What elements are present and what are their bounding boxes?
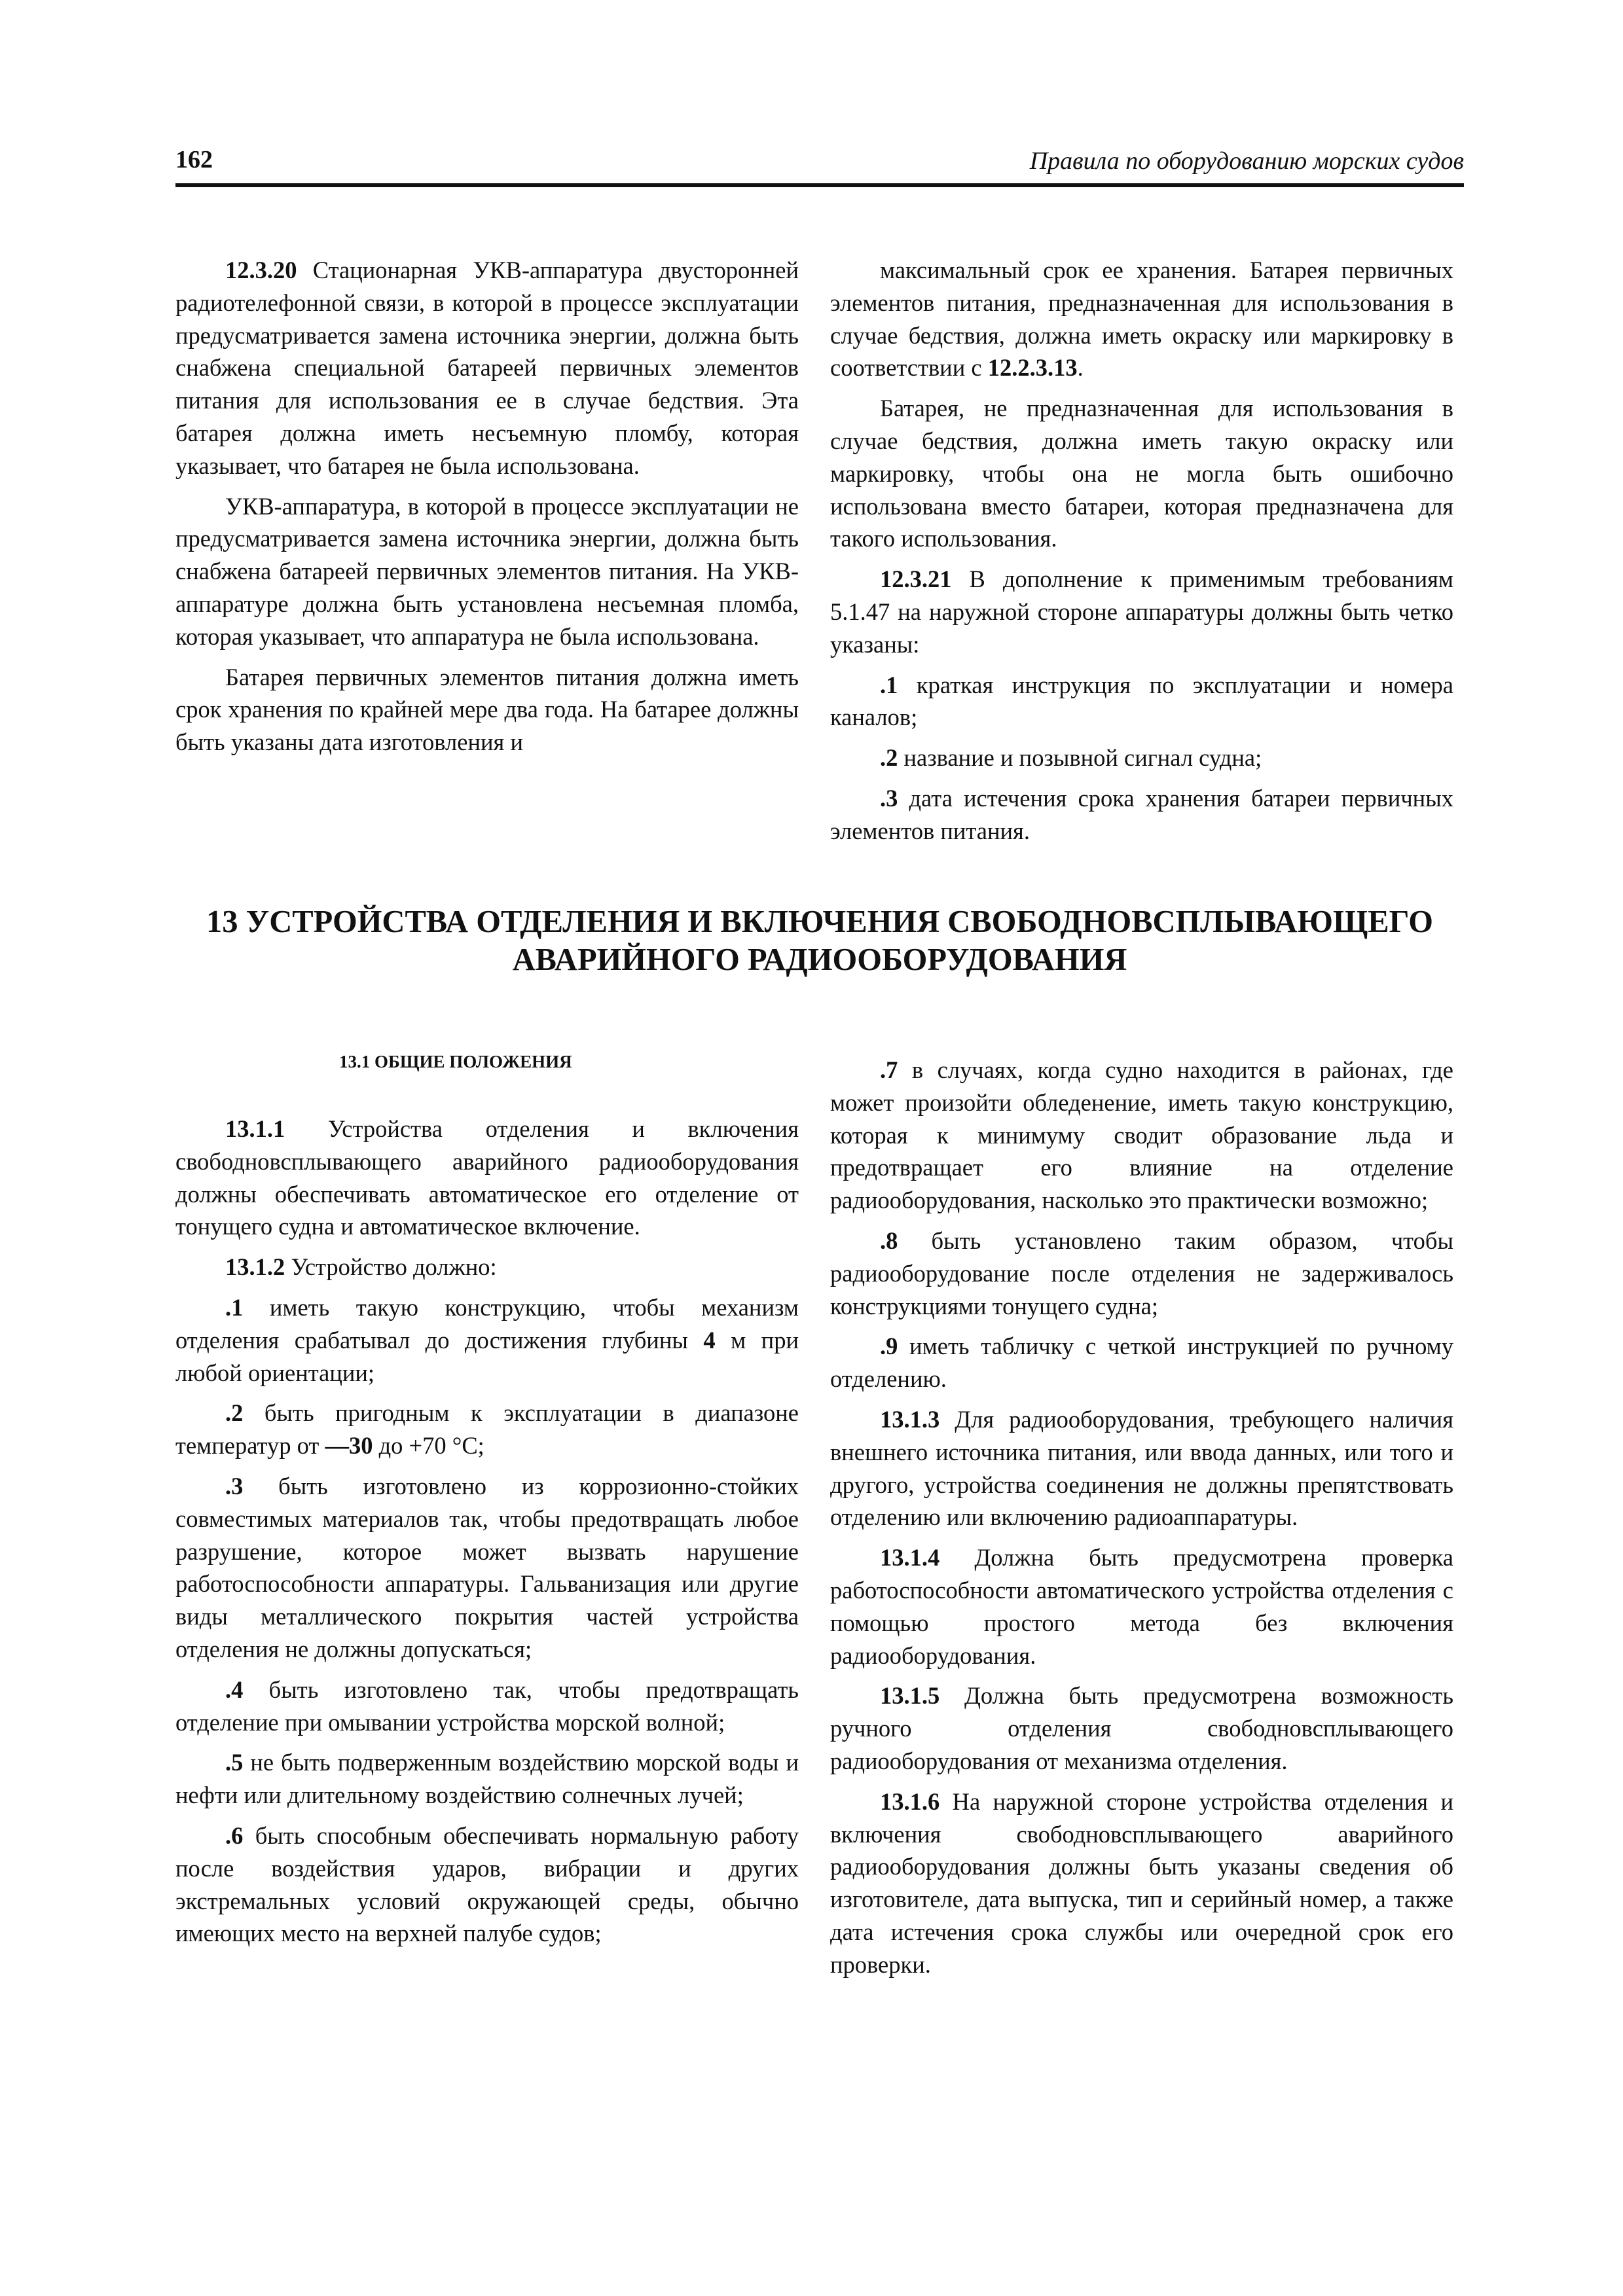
section-heading bbox=[175, 903, 1464, 979]
clause-number: .5 bbox=[225, 1749, 244, 1776]
top-right-column bbox=[830, 254, 1453, 855]
running-title: Правила по оборудованию морских судов bbox=[1029, 147, 1464, 175]
section-heading-line-2: АВАРИЙНОГО РАДИООБОРУДОВАНИЯ bbox=[512, 942, 1127, 977]
paragraph bbox=[830, 1330, 1453, 1395]
clause-number: .9 bbox=[880, 1333, 898, 1360]
paragraph bbox=[175, 1470, 799, 1666]
paragraph bbox=[830, 1679, 1453, 1777]
clause-number: .6 bbox=[225, 1821, 244, 1849]
clause-number: 13.1.4 bbox=[880, 1544, 940, 1571]
clause-number: .2 bbox=[225, 1399, 244, 1427]
paragraph bbox=[830, 669, 1453, 734]
paragraph bbox=[175, 1251, 799, 1283]
clause-number: .3 bbox=[880, 784, 898, 812]
paragraph bbox=[175, 490, 799, 653]
clause-number: 13.1.6 bbox=[880, 1787, 940, 1815]
bottom-right-column bbox=[830, 1054, 1453, 1989]
paragraph-text: в случаях, когда судно находится в районах, где может произойти обледенение, иметь такую конструкцию, которая к минимуму сводит образование льда и предотвращает его влияние на отделение радиооборудования, насколько это практически возможно; bbox=[830, 1056, 1453, 1214]
paragraph-text: дата истечения срока хранения батареи первичных элементов питания. bbox=[830, 784, 1453, 844]
paragraph-text: Должна быть предусмотрена проверка работоспособности автоматического устройства отделения с помощью простого метода без включения радиооборудования. bbox=[830, 1544, 1453, 1669]
paragraph-text: быть установлено таким образом, чтобы радиооборудование после отделения не задерживалось конструкциями тонущего судна; bbox=[830, 1227, 1453, 1319]
paragraph-text: В дополнение к применимым требованиям 5.1.47 на наружной стороне аппаратуры должны быть четко указаны: bbox=[830, 565, 1453, 658]
clause-number: 13.1.3 bbox=[880, 1405, 940, 1433]
paragraph-text: краткая инструкция по эксплуатации и номера каналов; bbox=[830, 671, 1453, 731]
clause-number: .1 bbox=[880, 671, 898, 698]
clause-number: .1 bbox=[225, 1293, 244, 1321]
paragraph bbox=[830, 1541, 1453, 1672]
paragraph bbox=[830, 1403, 1453, 1534]
paragraph-text: быть пригодным к эксплуатации в диапазоне температур от bbox=[175, 1399, 799, 1460]
clause-number: .2 bbox=[880, 744, 898, 772]
emphasized-value: 12.2.3.13 bbox=[987, 354, 1078, 382]
bottom-left-column bbox=[175, 1113, 799, 1958]
paragraph-text: Батарея первичных элементов питания должна иметь срок хранения по крайней мере два года. На батарее должны быть указаны дата изготовления и bbox=[175, 663, 799, 756]
paragraph bbox=[175, 1674, 799, 1739]
top-left-column bbox=[175, 254, 799, 766]
paragraph-text: На наружной стороне устройства отделения и включения свободновсплывающего аварийного радиооборудования должны быть указаны сведения об изготовителе, дата выпуска, тип и серийный номер, а также дата истечения срока службы или очередной срок его проверки. bbox=[830, 1787, 1453, 1978]
paragraph-text: Батарея, не предназначенная для использования в случае бедствия, должна иметь такую окраску или маркировку, чтобы она не могла быть ошибочно использована вместо батареи, которая предназначена для такого использования. bbox=[830, 395, 1453, 552]
paragraph-text: Устройство должно: bbox=[285, 1253, 497, 1281]
clause-number: .8 bbox=[880, 1227, 898, 1254]
paragraph bbox=[830, 1054, 1453, 1217]
paragraph bbox=[175, 1397, 799, 1462]
paragraph-text: максимальный срок ее хранения. Батарея первичных элементов питания, предназначенная для использования в случае бедствия, должна иметь окраску или маркировку в соответствии с bbox=[830, 257, 1453, 382]
paragraph bbox=[830, 1785, 1453, 1981]
paragraph-text: быть изготовлено так, чтобы предотвращать отделение при омывании устройства морской волной; bbox=[175, 1676, 799, 1736]
emphasized-value: 4 bbox=[703, 1326, 716, 1354]
paragraph-text: Устройства отделения и включения свободновсплывающего аварийного радиооборудования должны обеспечивать автоматическое его отделение от тонущего судна и автоматическое включение. bbox=[175, 1115, 799, 1240]
paragraph bbox=[830, 563, 1453, 660]
paragraph-text-tail: м при любой ориентации; bbox=[175, 1326, 799, 1386]
subsection-heading: 13.1 ОБЩИЕ ПОЛОЖЕНИЯ bbox=[339, 1052, 572, 1071]
paragraph bbox=[175, 1820, 799, 1950]
paragraph-text: Должна быть предусмотрена возможность ручного отделения свободновсплывающего радиооборудования от механизма отделения. bbox=[830, 1682, 1453, 1774]
paragraph bbox=[175, 1291, 799, 1389]
clause-number: .7 bbox=[880, 1056, 898, 1083]
paragraph bbox=[830, 1225, 1453, 1322]
paragraph-text: название и позывной сигнал судна; bbox=[898, 744, 1262, 772]
emphasized-value: —30 bbox=[325, 1432, 373, 1460]
clause-number: 13.1.5 bbox=[880, 1682, 940, 1710]
paragraph-text: Для радиооборудования, требующего наличия внешнего источника питания, или ввода данных, или того и другого, устройства соединения не должны препятствовать отделению или включению радиоаппаратуры. bbox=[830, 1405, 1453, 1531]
paragraph-text: не быть подверженным воздействию морской воды и нефти или длительному воздействию солнечных лучей; bbox=[175, 1749, 799, 1809]
paragraph bbox=[175, 1113, 799, 1243]
paragraph bbox=[830, 392, 1453, 555]
clause-number: 12.3.20 bbox=[225, 257, 297, 283]
clause-number: 13.1.1 bbox=[225, 1115, 285, 1142]
paragraph bbox=[830, 254, 1453, 384]
paragraph bbox=[830, 742, 1453, 774]
paragraph-text-tail: до +70 °C; bbox=[373, 1432, 484, 1460]
page-number: 162 bbox=[175, 146, 213, 173]
paragraph bbox=[830, 782, 1453, 848]
paragraph-text: быть способным обеспечивать нормальную работу после воздействия ударов, вибрации и других экстремальных условий окружающей среды, обычно имеющих место на верхней палубе судов; bbox=[175, 1821, 799, 1947]
page-header bbox=[175, 143, 1464, 187]
paragraph-text: иметь такую конструкцию, чтобы механизм отделения срабатывал до достижения глубины bbox=[175, 1293, 799, 1354]
paragraph-text: УКВ-аппаратура, в которой в процессе эксплуатации не предусматривается замена источника энергии, должна быть снабжена батареей первичных элементов питания. На УКВ-аппаратуре должна быть установлена несъемная пломба, которая указывает, что аппаратура не была использована. bbox=[175, 492, 799, 650]
paragraph bbox=[175, 661, 799, 759]
section-heading-line-1: 13 УСТРОЙСТВА ОТДЕЛЕНИЯ И ВКЛЮЧЕНИЯ СВОБОДНОВСПЛЫВАЮЩЕГО bbox=[206, 905, 1433, 939]
paragraph-text: иметь табличку с четкой инструкцией по ручному отделению. bbox=[830, 1333, 1453, 1393]
clause-number: .4 bbox=[225, 1676, 244, 1703]
paragraph-text: быть изготовлено из коррозионно-стойких совместимых материалов так, чтобы предотвращать любое разрушение, которое может вызвать нарушение работоспособности аппаратуры. Гальванизация или другие виды металлического покрытия частей устройства отделения не должны допускаться; bbox=[175, 1472, 799, 1662]
paragraph-text: Стационарная УКВ-аппаратура двусторонней радиотелефонной связи, в которой в процессе эксплуатации предусматривается замена источника энергии, должна быть снабжена специальной батареей первичных элементов питания для использования ее в случае бедствия. Эта батарея должна иметь несъемную пломбу, которая указывает, что батарея не была использована. bbox=[175, 257, 799, 479]
clause-number: 13.1.2 bbox=[225, 1253, 285, 1281]
paragraph-text-tail: . bbox=[1077, 354, 1084, 382]
clause-number: 12.3.21 bbox=[880, 565, 952, 593]
paragraph bbox=[175, 1746, 799, 1812]
paragraph bbox=[175, 254, 799, 482]
clause-number: .3 bbox=[225, 1472, 244, 1499]
